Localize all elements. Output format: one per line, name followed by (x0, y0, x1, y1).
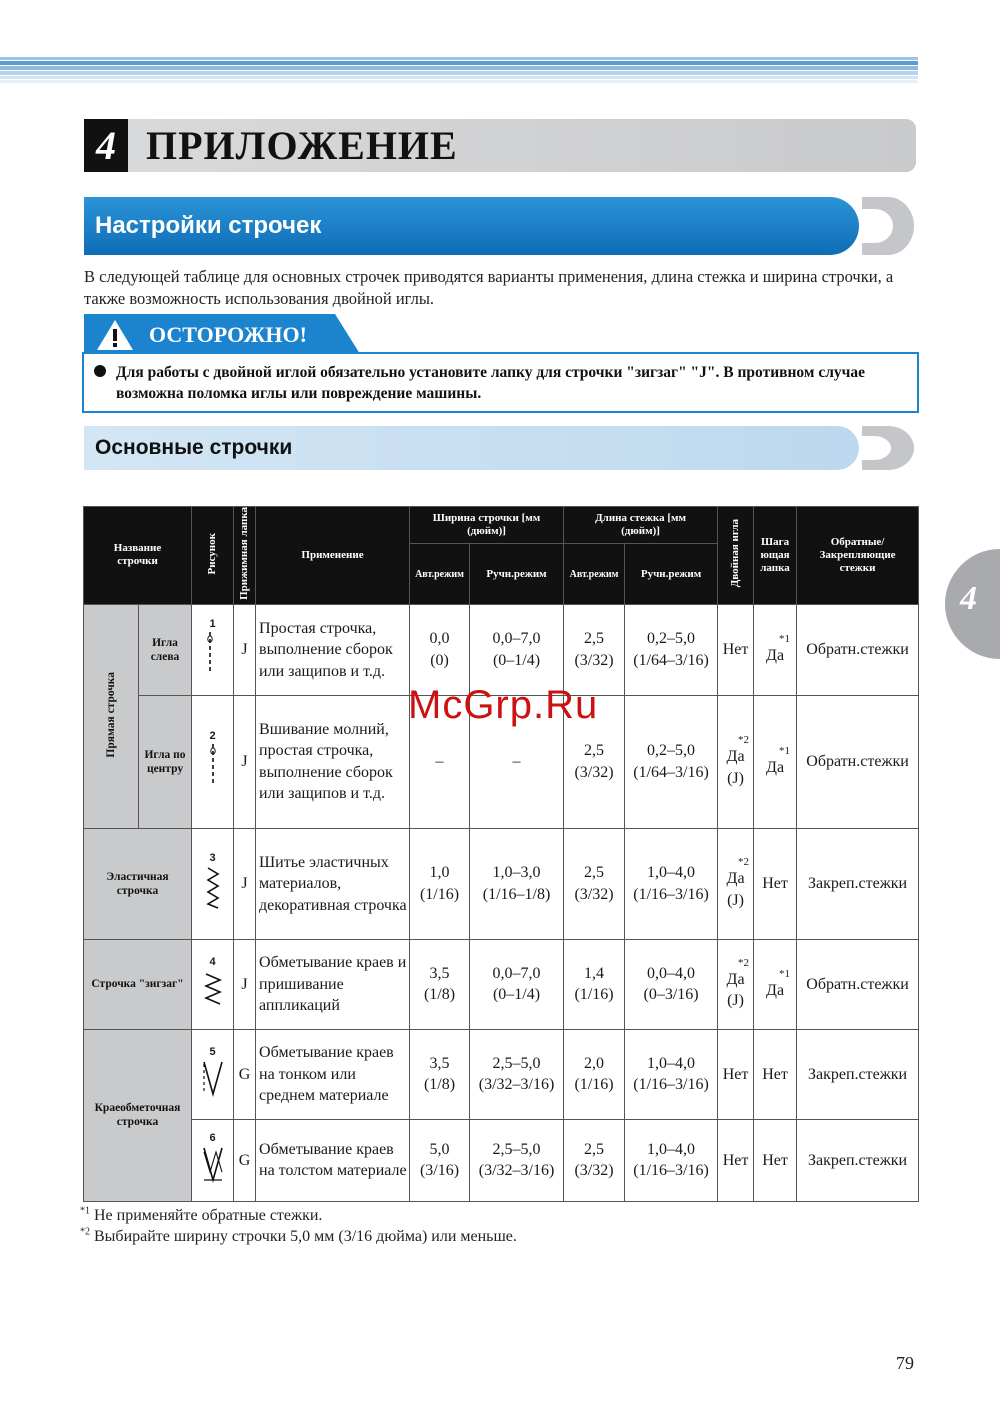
width-manual: 2,5–5,0 (492, 1054, 541, 1072)
width-auto: 1,0 (429, 864, 450, 882)
header-width-manual: Ручн.режим (470, 544, 564, 604)
header-picture: Рисунок (206, 532, 219, 575)
length-manual: 0,0–4,0 (647, 964, 696, 982)
walking-foot-note: *1 (779, 633, 791, 646)
section-bar-cap-inner (857, 209, 893, 243)
width-manual-in: (3/32–3/16) (478, 1162, 555, 1180)
width-manual: – (512, 753, 521, 771)
length-manual-in: (1/16–3/16) (633, 885, 709, 903)
length-auto: 2,5 (584, 630, 605, 648)
twin-needle-note: *2 (738, 956, 750, 969)
width-manual: 1,0–3,0 (492, 864, 541, 882)
table-row (84, 1119, 919, 1201)
header-length-manual: Ручн.режим (625, 544, 718, 604)
stitch-number: 3 (209, 852, 216, 865)
length-manual-in: (1/16–3/16) (633, 1076, 709, 1094)
length-manual: 1,0–4,0 (647, 1054, 696, 1072)
application: Шитье эластичных материалов, декоративная строчка (256, 828, 410, 939)
walking-foot: Да (766, 759, 785, 777)
bullet-icon (94, 365, 106, 377)
walking-foot-note: *1 (779, 745, 791, 758)
width-manual-in: (1/16–1/8) (482, 885, 551, 903)
width-manual: 2,5–5,0 (492, 1140, 541, 1158)
group-straight: Прямая строчка (105, 671, 117, 758)
overcast-stitch-icon (202, 1058, 224, 1098)
length-manual-in: (1/64–3/16) (633, 651, 709, 669)
walking-foot: Нет (762, 1151, 788, 1169)
caution-title: ОСТОРОЖНО! (149, 322, 307, 347)
length-manual-in: (0–3/16) (643, 986, 699, 1004)
subsection-bar-cap-inner (857, 436, 891, 460)
stitch-number: 4 (209, 955, 216, 968)
application: Вшивание молний, простая строчка, выполнение сборок или защипов и т.д. (256, 695, 410, 828)
twin-needle-foot: (J) (727, 992, 744, 1010)
footnote-1 (80, 1205, 517, 1226)
application: Простая строчка, выполнение сборок или защипов и т.д. (256, 604, 410, 695)
zigzag-stitch-icon (204, 968, 222, 1008)
width-auto: 3,5 (429, 1054, 450, 1072)
length-auto: 2,0 (584, 1054, 605, 1072)
section-title: Настройки строчек (95, 212, 322, 239)
length-auto-in: (3/32) (574, 763, 614, 781)
heavy-overcast-stitch-icon (202, 1144, 224, 1184)
twin-needle: Нет (722, 1151, 749, 1169)
walking-foot: Нет (762, 1065, 788, 1083)
length-manual: 1,0–4,0 (647, 1140, 696, 1158)
length-manual-in: (1/16–3/16) (633, 1162, 709, 1180)
width-auto: – (435, 753, 444, 771)
twin-needle: Нет (722, 1065, 749, 1083)
foot: G (234, 1119, 256, 1201)
reverse: Закреп.стежки (797, 1119, 919, 1201)
intro-text: В следующей таблице для основных строчек приводятся варианты применения, длина стежка и ширина строчки, а также возможность использования двойной иглы. (84, 267, 894, 308)
reverse: Обратн.стежки (797, 695, 919, 828)
twin-needle: Да (726, 748, 745, 766)
width-auto-in: (3/16) (419, 1162, 460, 1180)
stitch-settings-table (83, 506, 919, 1202)
width-auto-in: (0) (430, 651, 449, 669)
chapter-title: ПРИЛОЖЕНИЕ (146, 123, 458, 168)
twin-needle-foot: (J) (727, 769, 744, 787)
chapter-number: 4 (84, 119, 128, 172)
twin-needle-note: *2 (738, 856, 750, 869)
group-zigzag: Строчка "зигзаг" (84, 939, 192, 1029)
stitch-number: 1 (209, 618, 216, 631)
application: Обметывание краев и пришивание аппликаций (256, 939, 410, 1029)
subsection-title: Основные строчки (95, 436, 293, 459)
width-auto: 5,0 (429, 1140, 450, 1158)
header-twin-needle: Двойная игла (729, 519, 742, 588)
straight-stitch-center-icon (206, 742, 220, 788)
stretch-stitch-icon (205, 864, 221, 910)
width-manual: 0,0–7,0 (492, 964, 541, 982)
twin-needle-foot: (J) (727, 891, 744, 909)
width-auto: 3,5 (429, 964, 450, 982)
width-manual-in: (0–1/4) (492, 651, 541, 669)
header-name: Название строчки (84, 507, 192, 605)
header-length-auto: Авт.режим (564, 544, 625, 604)
caution-text: Для работы с двойной иглой обязательно установите лапку для строчки "зигзаг" "J". В противном случае возможна поломка иглы или повреждение машины. (116, 364, 866, 402)
length-auto: 2,5 (584, 742, 605, 760)
foot: J (234, 604, 256, 695)
twin-needle-note: *2 (738, 734, 750, 747)
page-number: 79 (896, 1353, 914, 1373)
reverse: Обратн.стежки (797, 939, 919, 1029)
twin-needle: Да (726, 870, 745, 888)
length-auto: 1,4 (584, 964, 605, 982)
length-auto-in: (3/32) (574, 651, 614, 669)
watermark: McGrp.Ru (408, 683, 599, 727)
stitch-number: 2 (209, 730, 216, 743)
header-application: Применение (256, 507, 410, 605)
footnote-mark: *2 (80, 1226, 90, 1238)
header-walking-foot: Шага ющая лапка (754, 507, 797, 605)
warning-triangle-icon (96, 319, 134, 351)
footnote-text: Не применяйте обратные стежки. (94, 1207, 323, 1224)
twin-needle: Нет (722, 641, 749, 659)
sub-needle-center: Игла по центру (139, 695, 192, 828)
header-reverse: Обратные/ Закрепляющие стежки (797, 507, 919, 605)
length-manual-in: (1/64–3/16) (633, 763, 709, 781)
length-manual: 0,2–5,0 (647, 630, 696, 648)
width-auto-in: (1/8) (423, 1076, 456, 1094)
walking-foot: Да (766, 647, 785, 665)
reverse: Обратн.стежки (797, 604, 919, 695)
width-manual-in: (3/32–3/16) (478, 1076, 555, 1094)
header-width: Ширина строчки [мм (дюйм)] (410, 507, 564, 544)
reverse: Закреп.стежки (797, 828, 919, 939)
reverse: Закреп.стежки (797, 1029, 919, 1119)
length-auto: 2,5 (584, 1140, 605, 1158)
length-auto-in: (3/32) (574, 885, 614, 903)
width-manual: 0,0–7,0 (492, 630, 541, 648)
length-auto-in: (1/16) (574, 1076, 614, 1094)
group-overcast: Краеобметочная строчка (84, 1029, 192, 1201)
length-manual: 0,2–5,0 (647, 742, 696, 760)
width-auto-in: (1/16) (419, 885, 460, 903)
walking-foot: Нет (762, 875, 788, 893)
foot: G (234, 1029, 256, 1119)
foot: J (234, 828, 256, 939)
chapter-side-tab-number: 4 (960, 580, 977, 617)
width-auto-in: (1/8) (423, 986, 456, 1004)
header-width-auto: Авт.режим (410, 544, 470, 604)
foot: J (234, 695, 256, 828)
straight-stitch-left-icon (206, 630, 220, 676)
footnotes (80, 1205, 517, 1247)
group-stretch: Эластичная строчка (84, 828, 192, 939)
application: Обметывание краев на толстом материале (256, 1119, 410, 1201)
header-length: Длина стежка [мм (дюйм)] (564, 507, 718, 544)
table-row (84, 828, 919, 939)
table-row (84, 1029, 919, 1119)
table-row (84, 604, 919, 695)
length-auto: 2,5 (584, 864, 605, 882)
walking-foot-note: *1 (779, 967, 791, 980)
stitch-number: 6 (209, 1131, 216, 1144)
width-auto: 0,0 (429, 630, 450, 648)
walking-foot: Да (766, 981, 785, 999)
length-auto-in: (1/16) (574, 986, 614, 1004)
sub-needle-left: Игла слева (139, 604, 192, 695)
footnote-2 (80, 1226, 517, 1247)
foot: J (234, 939, 256, 1029)
footnote-mark: *1 (80, 1205, 90, 1217)
footnote-text: Выбирайте ширину строчки 5,0 мм (3/16 дюйма) или меньше. (94, 1228, 517, 1245)
length-manual: 1,0–4,0 (647, 864, 696, 882)
stitch-number: 5 (209, 1045, 216, 1058)
header-foot: Прижимная лапка (238, 507, 251, 600)
table-row (84, 939, 919, 1029)
application: Обметывание краев на тонком или среднем материале (256, 1029, 410, 1119)
length-auto-in: (3/32) (574, 1162, 614, 1180)
width-manual-in: (0–1/4) (492, 986, 541, 1004)
twin-needle: Да (726, 970, 745, 988)
